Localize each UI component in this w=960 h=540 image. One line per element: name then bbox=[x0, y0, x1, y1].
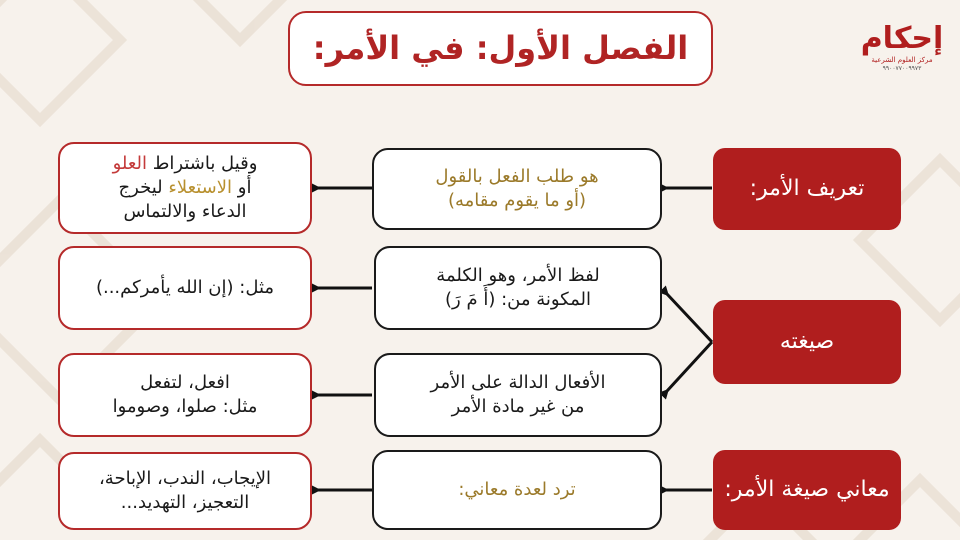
page-title: الفصل الأول: في الأمر: bbox=[288, 11, 713, 86]
highlight-istilaa: الاستعلاء bbox=[168, 176, 233, 198]
form-verbs-line-2: من غير مادة الأمر bbox=[451, 396, 585, 417]
condition-line-3: الدعاء والالتماس bbox=[123, 201, 247, 223]
form-word-example: مثل: (إن الله يأمركم...) bbox=[58, 246, 312, 330]
condition-line-1: وقيل باشتراط العلو bbox=[112, 152, 258, 174]
definition-box bbox=[372, 148, 662, 230]
arrow-row2-up bbox=[667, 294, 712, 342]
form-verbs-example-line-2: مثل: صلوا، وصوموا bbox=[112, 396, 258, 417]
definition-line-2: (أو ما يقوم مقامه) bbox=[447, 190, 587, 211]
meanings-box: ترد لعدة معاني: bbox=[372, 450, 662, 530]
highlight-uluww: العلو bbox=[112, 152, 148, 174]
condition-line-2: أو الاستعلاء ليخرج bbox=[118, 176, 252, 198]
form-word-line-1: لفظ الأمر، وهو الكلمة bbox=[436, 264, 600, 286]
arrow-row2-down bbox=[667, 342, 712, 391]
meanings-list-line-1: الإيجاب، الندب، الإباحة، bbox=[98, 467, 272, 489]
category-form: صيغته bbox=[713, 300, 901, 384]
logo bbox=[860, 22, 944, 92]
form-word-line-2: المكونة من: (أَ مَ رَ) bbox=[445, 289, 591, 310]
form-verbs-box bbox=[374, 353, 662, 437]
logo-number: ٩٩٠٠٧٧٠٠٩٩٧٣ bbox=[882, 65, 922, 72]
logo-subtitle: مركز العلوم الشرعية bbox=[871, 56, 933, 64]
form-word-box bbox=[374, 246, 662, 330]
category-definition: تعريف الأمر: bbox=[713, 148, 901, 230]
form-verbs-line-1: الأفعال الدالة على الأمر bbox=[430, 371, 606, 393]
form-verbs-example-line-1: افعل، لتفعل bbox=[140, 371, 230, 393]
definition-line-1: هو طلب الفعل بالقول bbox=[435, 165, 599, 187]
meanings-list bbox=[58, 452, 312, 530]
category-meanings: معاني صيغة الأمر: bbox=[713, 450, 901, 530]
condition-box bbox=[58, 142, 312, 234]
meanings-list-line-2: التعجيز، التهديد... bbox=[120, 492, 250, 513]
form-verbs-example bbox=[58, 353, 312, 437]
logo-name: إحكام bbox=[860, 21, 944, 56]
